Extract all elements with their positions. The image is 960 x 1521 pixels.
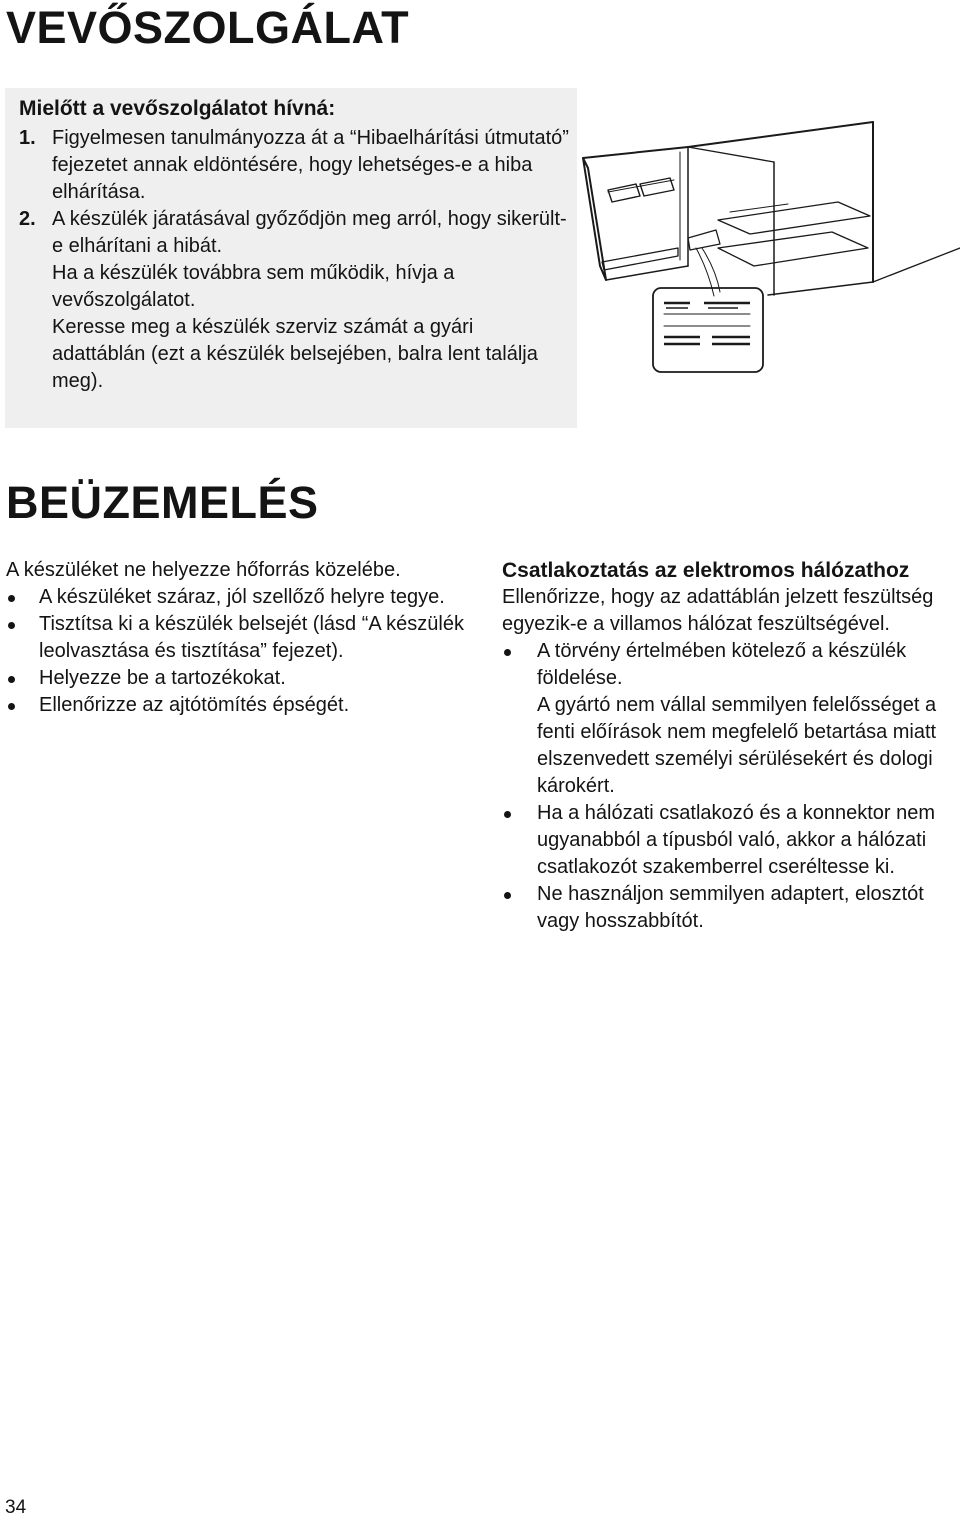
installation-title: BEÜZEMELÉS xyxy=(6,477,319,528)
step-2-para-2: Keresse meg a készülék szerviz számát a gyári adattáblán (ezt a készülék belsejében, balra lent találja meg). xyxy=(52,316,538,392)
fridge-rating-plate-icon xyxy=(578,120,960,382)
grounding-text: A törvény értelmében kötelező a készülék földelése. xyxy=(537,640,907,689)
installation-lead: A készüléket ne helyezze hőforrás közelébe. xyxy=(6,559,401,581)
list-item: Ha a hálózati csatlakozó és a konnektor nem ugyanabból a típusból való, akkor a hálózati csatlakozót szakemberrel cseréltesse ki. xyxy=(502,800,957,881)
electrical-heading: Csatlakoztatás az elektromos hálózathoz xyxy=(502,559,910,582)
service-title: VEVŐSZOLGÁLAT xyxy=(6,2,410,53)
step-2 xyxy=(19,206,569,260)
before-calling-box xyxy=(5,88,577,428)
list-item: Ne használjon semmilyen adaptert, elosztót vagy hosszabbítót. xyxy=(502,881,957,935)
installation-column xyxy=(6,557,476,719)
step-1 xyxy=(19,125,569,206)
box-heading: Mielőtt a vevőszolgálatot hívná: xyxy=(19,97,336,120)
step-2-para-1: Ha a készülék továbbra sem működik, hívja a vevőszolgálatot. xyxy=(52,262,455,311)
list-item xyxy=(502,638,957,800)
list-item: Tisztítsa ki a készülék belsejét (lásd “A készülék leolvasztása és tisztítása” fejezet). xyxy=(6,611,476,665)
list-item: Ellenőrizze az ajtótömítés épségét. xyxy=(6,692,476,719)
page-number: 34 xyxy=(5,1497,27,1518)
box-body xyxy=(19,125,569,395)
electrical-lead: Ellenőrizze, hogy az adattáblán jelzett feszültség egyezik-e a villamos hálózat feszültségével. xyxy=(502,586,934,635)
electrical-column xyxy=(502,557,957,935)
list-item: Helyezze be a tartozékokat. xyxy=(6,665,476,692)
liability-text: A gyártó nem vállal semmilyen felelősséget a fenti előírások nem megfelelő betartása miatt elszenvedett személyi sérülésekért és dologi károkért. xyxy=(537,694,937,797)
step-2-text: A készülék járatásával győződjön meg arról, hogy sikerült-e elhárítani a hibát. xyxy=(52,208,567,257)
step-2-number: 2. xyxy=(19,208,36,230)
installation-list xyxy=(6,584,476,719)
list-item: A készüléket száraz, jól szellőző helyre tegye. xyxy=(6,584,476,611)
step-1-text: Figyelmesen tanulmányozza át a “Hibaelhárítási útmutató” fejezetet annak eldöntésére, hogy lehetséges-e a hiba elhárítása. xyxy=(52,127,569,203)
step-1-number: 1. xyxy=(19,127,36,149)
electrical-list xyxy=(502,638,957,935)
